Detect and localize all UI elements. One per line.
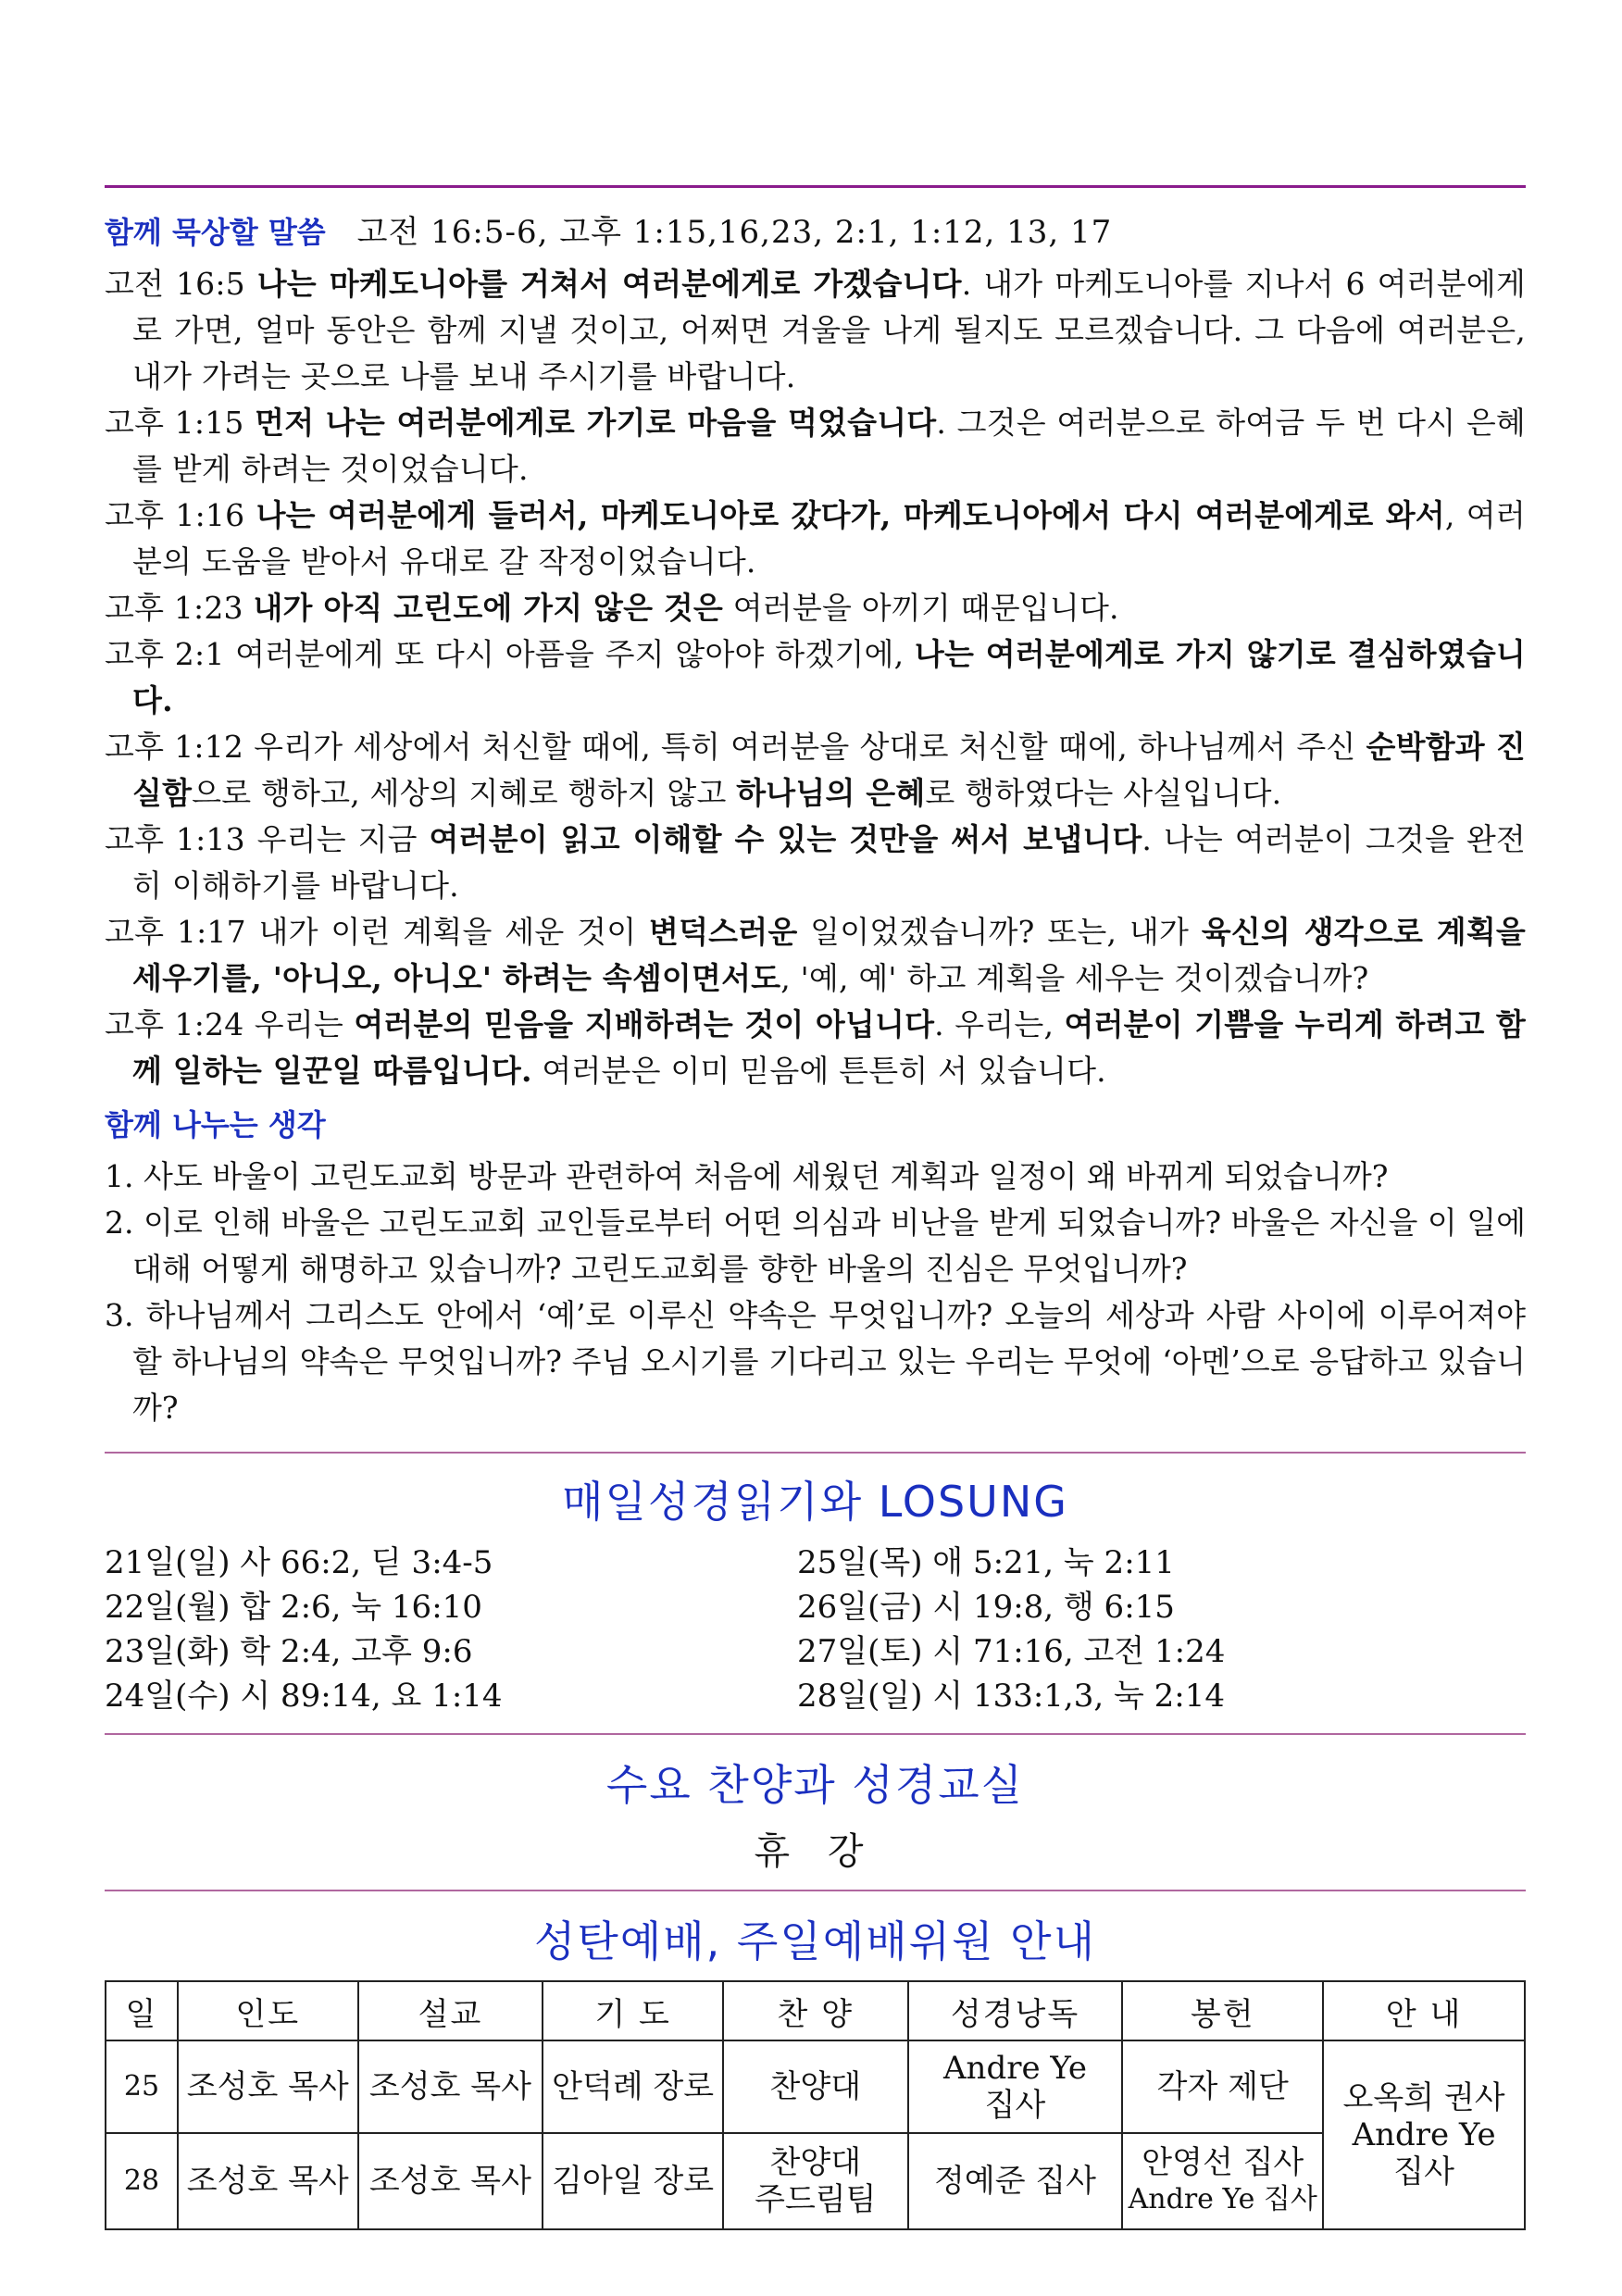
verse-ref: 고후 1:13 — [105, 821, 245, 857]
verse-bold: 내가 아직 고린도에 가지 않은 것은 — [253, 590, 724, 626]
verse-text: . 내가 마케도니아를 지나서 6 여러분에게로 가면, 얼마 동안은 함께 지낼 것이고, 어쩌면 겨울을 나게 될지도 모르겠습니다. 그 다음에 여러분은, 내가 가려는 곳으로 나를 보내 주시기를 바랍니다. — [132, 266, 1526, 394]
cell-usher — [1323, 2040, 1525, 2229]
praise-line: 주드림팀 — [755, 2181, 877, 2218]
verse-item — [105, 631, 1526, 724]
header-praise: 찬 양 — [723, 1981, 908, 2040]
verse-item — [105, 909, 1526, 1002]
verse-text: 일이었겠습니까? 또는, 내가 — [797, 914, 1202, 950]
verse-text: 우리가 세상에서 처신할 때에, 특히 여러분을 상대로 처신할 때에, 하나님께서 주신 — [243, 729, 1366, 765]
reading-entry: 28일(일) 시 133:1,3, 눅 2:14 — [797, 1678, 1225, 1715]
cell-day: 25 — [106, 2040, 178, 2133]
usher-line: 오옥희 권사 — [1342, 2079, 1505, 2116]
verse-text: 여러분에게 또 다시 아픔을 주지 않아야 하겠기에, — [224, 636, 915, 672]
usher-line: 집사 — [1393, 2153, 1454, 2190]
cell-reading — [908, 2040, 1123, 2133]
header-prayer: 기 도 — [543, 1981, 723, 2040]
cell-sermon: 조성호 목사 — [358, 2133, 543, 2229]
verse-text: 여러분을 아끼기 때문입니다. — [723, 590, 1119, 626]
verse-bold: 순박함과 진실함 — [132, 729, 1526, 811]
verse-text: , '예, 예' 하고 계획을 세우는 것이겠습니까? — [780, 960, 1369, 996]
verse-item — [105, 400, 1526, 493]
verse-ref: 고후 1:17 — [105, 914, 246, 950]
section-divider — [105, 1733, 1526, 1735]
verse-item — [105, 493, 1526, 585]
table-row — [106, 2040, 1525, 2133]
section-divider — [105, 1452, 1526, 1454]
header-lead: 인도 — [178, 1981, 358, 2040]
reading-column-left — [105, 1541, 797, 1718]
question-item: 2. 이로 인해 바울은 고린도교회 교인들로부터 어떤 의심과 비난을 받게 되었습니까? 바울은 자신을 이 일에 대해 어떻게 해명하고 있습니까? 고린도교회를 향한 바울의 진심은 무엇입니까? — [105, 1204, 1526, 1287]
reading-entry: 21일(일) 사 66:2, 딛 3:4-5 — [105, 1544, 493, 1581]
verse-item — [105, 724, 1526, 817]
meditation-header — [105, 206, 1526, 252]
roster-header-row — [106, 1981, 1525, 2040]
cell-sermon: 조성호 목사 — [358, 2040, 543, 2133]
offering-line: 각자 제단 — [1156, 2068, 1289, 2105]
table-row — [106, 2133, 1525, 2229]
verse-text: 으로 행하고, 세상의 지혜로 행하지 않고 — [192, 775, 737, 811]
reading-entry: 25일(목) 애 5:21, 눅 2:11 — [797, 1544, 1175, 1581]
verse-bold: 나는 마케도니아를 거쳐서 여러분에게로 가겠습니다 — [256, 266, 962, 302]
verse-list — [105, 261, 1526, 1094]
cell-day: 28 — [106, 2133, 178, 2229]
verse-ref: 고후 1:12 — [105, 729, 244, 765]
verse-ref: 고후 1:15 — [105, 405, 244, 441]
cell-praise — [723, 2040, 908, 2133]
header-usher: 안 내 — [1323, 1981, 1525, 2040]
verse-item — [105, 817, 1526, 909]
reading-column-right — [797, 1541, 1501, 1718]
verse-text: . 나는 여러분이 그것을 완전히 이해하기를 바랍니다. — [132, 821, 1526, 904]
reading-entry: 27일(토) 시 71:16, 고전 1:24 — [797, 1633, 1226, 1670]
verse-ref: 고후 1:16 — [105, 497, 245, 533]
praise-line: 찬양대 — [769, 2068, 862, 2105]
verse-item — [105, 585, 1526, 631]
reading-entry: 26일(금) 시 19:8, 행 6:15 — [797, 1589, 1175, 1626]
reading-entry: 23일(화) 학 2:4, 고후 9:6 — [105, 1633, 473, 1670]
question-item: 3. 하나님께서 그리스도 안에서 ‘예’로 이루신 약속은 무엇입니까? 오늘의 세상과 사람 사이에 이루어져야 할 하나님의 약속은 무엇입니까? 주님 오시기를 기다리고 있는 우리는 무엇에 ‘아멘’으로 응답하고 있습니까? — [105, 1297, 1526, 1426]
question-item: 1. 사도 바울이 고린도교회 방문과 관련하여 처음에 세웠던 계획과 일정이 왜 바뀌게 되었습니까? — [105, 1158, 1389, 1194]
reading-entry: 22일(월) 합 2:6, 눅 16:10 — [105, 1589, 482, 1626]
verse-bold: 여러분이 기쁨을 누리게 하려고 함께 일하는 일꾼일 따름입니다. — [132, 1006, 1526, 1089]
cell-prayer: 안덕례 장로 — [543, 2040, 723, 2133]
verse-bold: 먼저 나는 여러분에게로 가기로 마음을 먹었습니다 — [255, 405, 937, 441]
verse-text: . 우리는, — [934, 1006, 1065, 1042]
reading-title: 매일성경읽기와 LOSUNG — [562, 1477, 1068, 1527]
verse-bold: 육신의 생각으로 계획을 세우기를, '아니오, 아니오' 하려는 속셈이면서도 — [132, 914, 1526, 996]
reading-entry: 24일(수) 시 89:14, 요 1:14 — [105, 1678, 503, 1715]
verse-ref: 고후 1:24 — [105, 1006, 244, 1042]
verse-bold: 여러분의 믿음을 지배하려는 것이 아닙니다 — [354, 1006, 935, 1042]
header-reading: 성경낭독 — [908, 1981, 1123, 2040]
meditation-heading: 함께 묵상할 말씀 — [105, 215, 326, 250]
cell-offering — [1122, 2040, 1323, 2133]
offering-line: 안영선 집사 — [1142, 2144, 1304, 2181]
verse-text: 여러분은 이미 믿음에 튼튼히 서 있습니다. — [531, 1053, 1106, 1089]
verse-text: 우리는 지금 — [244, 821, 430, 857]
wednesday-title: 수요 찬양과 성경교실 — [605, 1760, 1025, 1810]
cell-lead: 조성호 목사 — [178, 2040, 358, 2133]
verse-text: . 그것은 여러분으로 하여금 두 번 다시 은혜를 받게 하려는 것이었습니다. — [132, 405, 1526, 487]
header-sermon: 설교 — [358, 1981, 543, 2040]
verse-item — [105, 261, 1526, 400]
cell-reading — [908, 2133, 1123, 2229]
verse-text: 우리는 — [243, 1006, 355, 1042]
reading-line: 집사 — [984, 2087, 1046, 2124]
roster-table — [105, 1980, 1526, 2230]
question-list — [105, 1154, 1526, 1431]
cell-prayer: 김아일 장로 — [543, 2133, 723, 2229]
verse-bold: 변덕스러운 — [649, 914, 798, 950]
verse-bold: 나는 여러분에게로 가지 않기로 결심하였습니다. — [132, 636, 1526, 718]
verse-text: 로 행하였다는 사실입니다. — [925, 775, 1282, 811]
reading-line: 정예준 집사 — [934, 2163, 1097, 2200]
top-divider — [105, 185, 1526, 188]
cell-offering — [1122, 2133, 1323, 2229]
verse-text: , 여러분의 도움을 받아서 유대로 갈 작정이었습니다. — [132, 497, 1526, 580]
roster-title: 성탄예배, 주일예배위원 안내 — [533, 1916, 1097, 1966]
reading-schedule — [105, 1541, 1526, 1718]
reading-line: Andre Ye — [943, 2050, 1088, 2087]
wednesday-status: 휴 강 — [754, 1830, 877, 1873]
cell-praise — [723, 2133, 908, 2229]
offering-line: Andre Ye 집사 — [1128, 2183, 1317, 2215]
verse-bold: 나는 여러분에게 들러서, 마케도니아로 갔다가, 마케도니아에서 다시 여러분에게로 와서 — [256, 497, 1445, 533]
usher-line: Andre Ye — [1352, 2116, 1496, 2153]
bulletin-page — [105, 185, 1526, 2230]
verse-text: 내가 이런 계획을 세운 것이 — [245, 914, 650, 950]
header-offering: 봉헌 — [1122, 1981, 1323, 2040]
section-divider — [105, 1890, 1526, 1891]
verse-bold: 여러분이 읽고 이해할 수 있는 것만을 써서 보냅니다 — [429, 821, 1142, 857]
header-day: 일 — [106, 1981, 178, 2040]
praise-line: 찬양대 — [769, 2144, 862, 2181]
verse-ref: 고전 16:5 — [105, 266, 245, 302]
verse-item — [105, 1002, 1526, 1094]
verse-ref: 고후 2:1 — [105, 636, 225, 672]
cell-lead: 조성호 목사 — [178, 2133, 358, 2229]
verse-ref: 고후 1:23 — [105, 590, 243, 626]
verse-bold: 하나님의 은혜 — [736, 775, 926, 811]
meditation-references: 고전 16:5-6, 고후 1:15,16,23, 2:1, 1:12, 13, 17 — [356, 214, 1113, 251]
sharing-heading: 함께 나누는 생각 — [105, 1107, 326, 1142]
